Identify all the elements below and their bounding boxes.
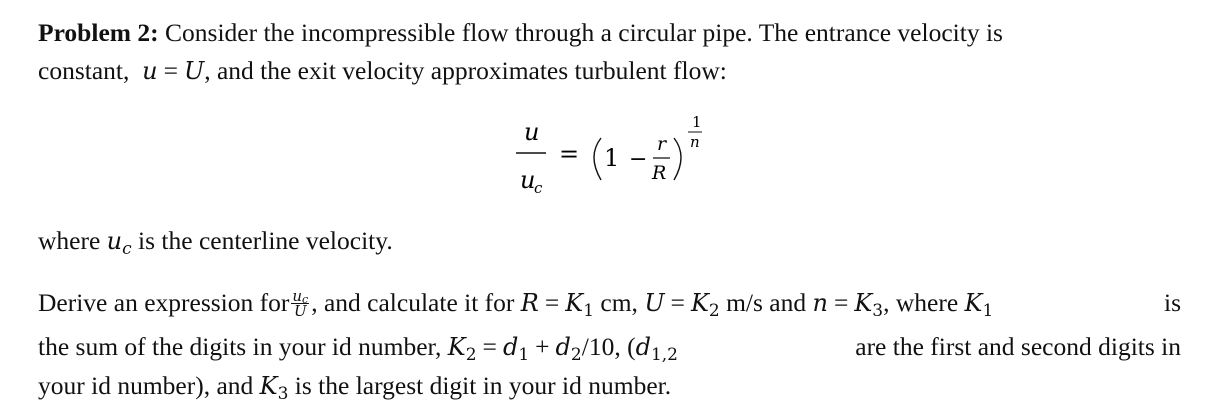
problem-line-6: your id number), and $K_3$ is the largest digit in your id number. (38, 371, 672, 404)
eq-equals: = (559, 140, 580, 168)
eq-right-paren (674, 138, 681, 180)
math-u-c: u (106, 227, 123, 255)
constant-text: constant, (38, 56, 130, 85)
eq-exponent-numerator: 1 (692, 113, 702, 131)
units-ms: m/s and (726, 288, 807, 317)
eq-lhs-denominator-sub: c (534, 179, 543, 197)
eq-lhs-denominator: u (520, 166, 536, 194)
sum-digits-line: the sum of the digits in your id number, $K_2 = d_1 + d_2/10$, ($d_{1,2}$ (38, 332, 678, 365)
eq-left-paren (594, 138, 601, 180)
where-clause: , where (883, 288, 959, 317)
problem-line-4 (38, 284, 1181, 322)
math-u-equals-U: u (142, 57, 158, 85)
derive-text: Derive an expression for (38, 288, 290, 317)
eq-lhs-numerator: u (524, 118, 540, 146)
largest-digit-text: is the largest digit in your id number. (294, 371, 672, 400)
eq-minus: − (629, 147, 648, 172)
sum-digits-text: the sum of the digits in your id number, (38, 332, 442, 361)
problem-line-5 (38, 328, 1181, 366)
eq-R: R (652, 162, 667, 184)
math-uc-over-U: $\frac{u_c}{U}$ (292, 286, 309, 320)
eq-r: r (657, 133, 667, 155)
problem-line-3: where $u_c$ is the centerline velocity. (38, 226, 393, 259)
derive-line: Derive an expression for $\frac{u_c}{U}$ , and calculate it for $R = K_1$ cm, $U = K_2$ m/s and $n = K_3$, where $K_1$ (38, 286, 994, 321)
problem-line-2: constant, u = U, and the exit velocity approximates turbulent flow: (38, 56, 727, 85)
where-text: where (38, 226, 101, 255)
centerline-text: is the centerline velocity. (138, 226, 393, 255)
open-paren: ( (627, 332, 636, 361)
eq-exponent-denominator: n (690, 133, 700, 151)
calculate-text: , and calculate it for (311, 288, 515, 317)
is-text: is (1163, 288, 1181, 317)
velocity-profile-equation (38, 10, 1198, 210)
problem-intro-text: Consider the incompressible flow through a circular pipe. The entrance velocity is (165, 18, 1003, 47)
exit-velocity-text: and the exit velocity approximates turbulent flow: (216, 56, 727, 85)
eq-one: 1 (604, 144, 620, 172)
first-second-digits-text: are the first and second digits in (855, 332, 1181, 361)
id-number-text: your id number), and (38, 371, 254, 400)
problem-label: Problem 2: (38, 18, 159, 47)
units-cm: cm, (600, 288, 638, 317)
